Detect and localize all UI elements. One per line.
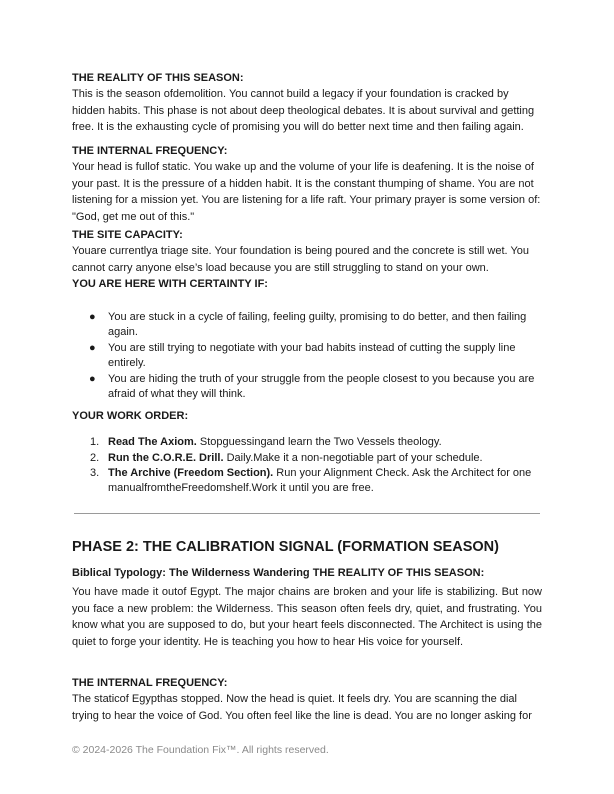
work-order-section: [72, 409, 542, 424]
list-item: 1. Read The Axiom. Stopguessingand learn the Two Vessels theology.: [90, 436, 442, 448]
certainty-heading: YOU ARE HERE WITH CERTAINTY IF:: [72, 278, 268, 291]
section-body: Your head is fullof static. You wake up and the volume of your life is deafening. It is the noise of your past. It is the pressure of a hidden habit. It is the constant thumping of shame. You are not listening for a mission yet. You are listening for a life raft. Your primary prayer is some version of: "God, get me out of this.": [72, 161, 541, 224]
copyright-footer: © 2024-2026 The Foundation Fix™. All rights reserved.: [72, 744, 329, 756]
reality-section: [72, 71, 542, 136]
typology-heading: Biblical Typology: The Wilderness Wandering THE REALITY OF THIS SEASON:: [72, 567, 485, 579]
horizontal-divider: [74, 513, 540, 514]
section-heading: THE INTERNAL FREQUENCY:: [72, 145, 228, 157]
section-body: You have made it outof Egypt. The major chains are broken and your life is stabilizing. But now you face a new problem: the Wilderness. This season often feels dry, quiet, and frustrating. You know what you are supposed to do, but your heart feels disconnected. The Architect is using the quiet to forge your identity. He is teaching you how to hear His voice for yourself.: [72, 586, 542, 649]
section-heading: THE SITE CAPACITY:: [72, 229, 183, 241]
bullet-icon: ●: [89, 342, 96, 354]
work-order-list: [72, 435, 542, 496]
list-item: ● You are hiding the truth of your struggle from the people closest to you because you are afraid of what they will think.: [89, 373, 535, 400]
certainty-list: [72, 310, 542, 403]
list-item: 3. The Archive (Freedom Section). Run your Alignment Check. Ask the Architect for one manualfromtheFreedomshelf.Work it until you are free.: [90, 467, 532, 494]
bullet-icon: ●: [89, 311, 96, 323]
section-heading: THE REALITY OF THIS SEASON:: [72, 72, 244, 84]
list-item: ● You are still trying to negotiate with your bad habits instead of cutting the supply line entirely.: [89, 342, 516, 369]
section-heading: THE INTERNAL FREQUENCY:: [72, 677, 228, 689]
phase2-frequency-section: [72, 676, 542, 724]
site-capacity-section: [72, 228, 542, 292]
section-body: The staticof Egypthas stopped. Now the head is quiet. It feels dry. You are scanning the dial trying to hear the voice of God. You often feel like the line is dead. You are no longer asking for: [72, 693, 532, 722]
phase-title: PHASE 2: THE CALIBRATION SIGNAL (FORMATION SEASON): [72, 539, 499, 555]
phase2-typology: [72, 566, 542, 581]
section-body: This is the season ofdemolition. You cannot build a legacy if your foundation is cracked by hidden habits. This phase is not about deep theological debates. It is about survival and getting free. It is the exhausting cycle of promising you will do better next time and then failing again.: [72, 88, 535, 134]
list-item: ● You are stuck in a cycle of failing, feeling guilty, promising to do better, and then failing again.: [89, 311, 527, 338]
section-body: Youare currentlya triage site. Your foundation is being poured and the concrete is still wet. You cannot carry anyone else’s load because you are still struggling to stand on your own.: [72, 245, 530, 274]
internal-frequency-section: [72, 144, 542, 226]
list-item: 2. Run the C.O.R.E. Drill. Daily.Make it a non-negotiable part of your schedule.: [90, 451, 483, 464]
phase2-reality: [72, 584, 542, 651]
bullet-icon: ●: [89, 373, 96, 385]
section-heading: YOUR WORK ORDER:: [72, 410, 189, 422]
